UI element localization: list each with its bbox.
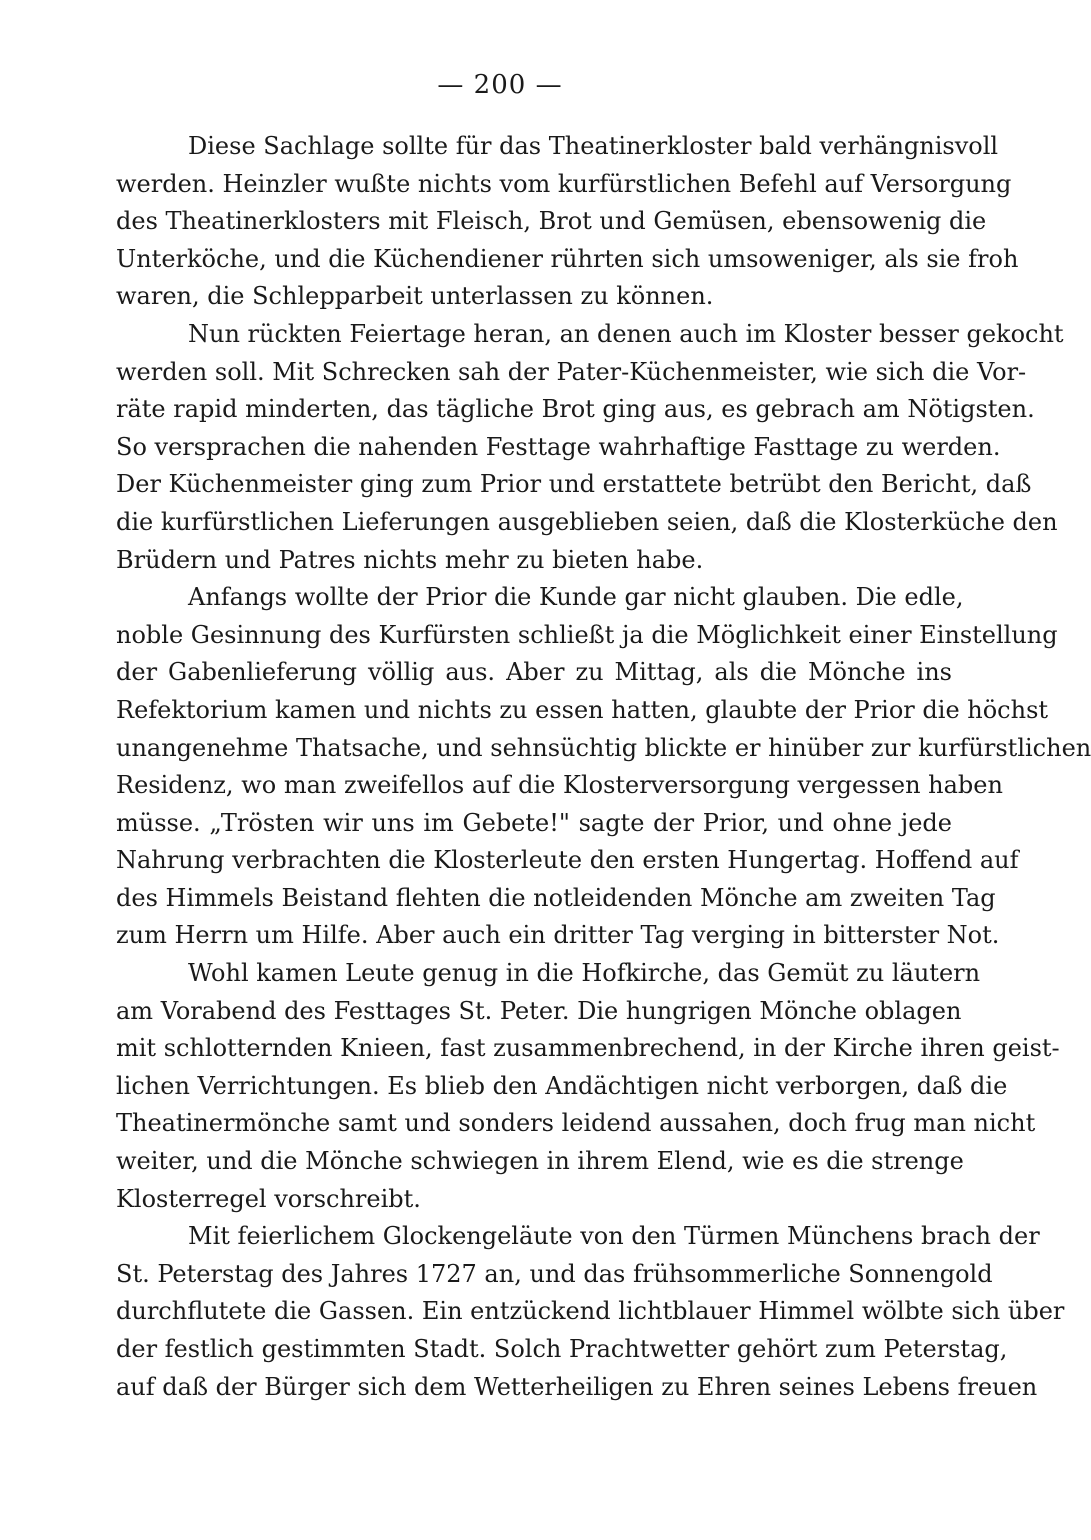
text-line: noble Gesinnung des Kurfürsten schließt ja die Möglichkeit einer Einstellung <box>116 620 1058 649</box>
text-line: So versprachen die nahenden Festtage wahrhaftige Fasttage zu werden. <box>116 432 1001 461</box>
text-line: Wohl kamen Leute genug in die Hofkirche, das Gemüt zu läutern <box>188 959 981 988</box>
page-number: — 200 — <box>437 70 563 100</box>
text-line: weiter, und die Mönche schwiegen in ihrem Elend, wie es die strenge <box>116 1147 964 1176</box>
text-line: auf daß der Bürger sich dem Wetterheiligen zu Ehren seines Lebens freuen <box>116 1372 1038 1401</box>
text-line: am Vorabend des Festtages St. Peter. Die hungrigen Mönche oblagen <box>116 996 962 1025</box>
text-line: Mit feierlichem Glockengeläute von den Türmen Münchens brach der <box>188 1222 1040 1251</box>
text-line: Residenz, wo man zweifellos auf die Klosterversorgung vergessen haben <box>116 771 1003 800</box>
text-line: die kurfürstlichen Lieferungen ausgeblieben seien, daß die Klosterküche den <box>116 507 1058 536</box>
text-line: werden soll. Mit Schrecken sah der Pater-Küchenmeister, wie sich die Vor- <box>116 357 1027 386</box>
text-line: des Himmels Beistand flehten die notleidenden Mönche am zweiten Tag <box>116 883 996 912</box>
text-line: Nun rückten Feiertage heran, an denen auch im Kloster besser gekocht <box>188 319 1064 348</box>
text-line: der festlich gestimmten Stadt. Solch Prachtwetter gehört zum Peterstag, <box>116 1335 1008 1363</box>
text-line: Anfangs wollte der Prior die Kunde gar nicht glauben. Die edle, <box>188 583 964 612</box>
text-line: des Theatinerklosters mit Fleisch, Brot und Gemüsen, ebensowenig die <box>116 207 987 236</box>
text-line: Unterköche, und die Küchendiener rührten sich umsoweniger, als sie froh <box>116 244 1019 273</box>
text-line: der Gabenlieferung völlig aus. Aber zu Mittag, als die Mönche ins <box>116 658 952 687</box>
text-line: müsse. „Trösten wir uns im Gebete!" sagte der Prior, und ohne jede <box>116 808 952 837</box>
text-line: Klosterregel vorschreibt. <box>116 1184 421 1213</box>
text-line: Diese Sachlage sollte für das Theatinerkloster bald verhängnisvoll <box>188 132 999 160</box>
text-line: räte rapid minderten, das tägliche Brot ging aus, es gebrach am Nötigsten. <box>116 395 1035 424</box>
text-line: Brüdern und Patres nichts mehr zu bieten habe. <box>116 545 704 574</box>
text-line: Theatinermönche samt und sonders leidend aussahen, doch frug man nicht <box>116 1109 1036 1138</box>
text-line: unangenehme Thatsache, und sehnsüchtig blickte er hinüber zur kurfürstlichen <box>116 733 1091 762</box>
text-line: St. Peterstag des Jahres 1727 an, und das frühsommerliche Sonnengold <box>116 1259 993 1288</box>
body-text <box>116 128 1091 1406</box>
text-line: lichen Verrichtungen. Es blieb den Andächtigen nicht verborgen, daß die <box>116 1071 1008 1100</box>
text-line: zum Herrn um Hilfe. Aber auch ein dritter Tag verging in bitterster Not. <box>116 921 1000 950</box>
text-line: Refektorium kamen und nichts zu essen hatten, glaubte der Prior die höchst <box>116 695 1049 724</box>
text-line: mit schlotternden Knieen, fast zusammenbrechend, in der Kirche ihren geist- <box>116 1034 1060 1063</box>
text-line: waren, die Schlepparbeit unterlassen zu können. <box>116 282 714 311</box>
text-line: Nahrung verbrachten die Klosterleute den ersten Hungertag. Hoffend auf <box>116 846 1019 875</box>
text-line: werden. Heinzler wußte nichts vom kurfürstlichen Befehl auf Versorgung <box>116 169 1012 198</box>
text-line: Der Küchenmeister ging zum Prior und erstattete betrübt den Bericht, daß <box>116 470 1032 499</box>
text-line: durchflutete die Gassen. Ein entzückend lichtblauer Himmel wölbte sich über <box>116 1297 1065 1326</box>
